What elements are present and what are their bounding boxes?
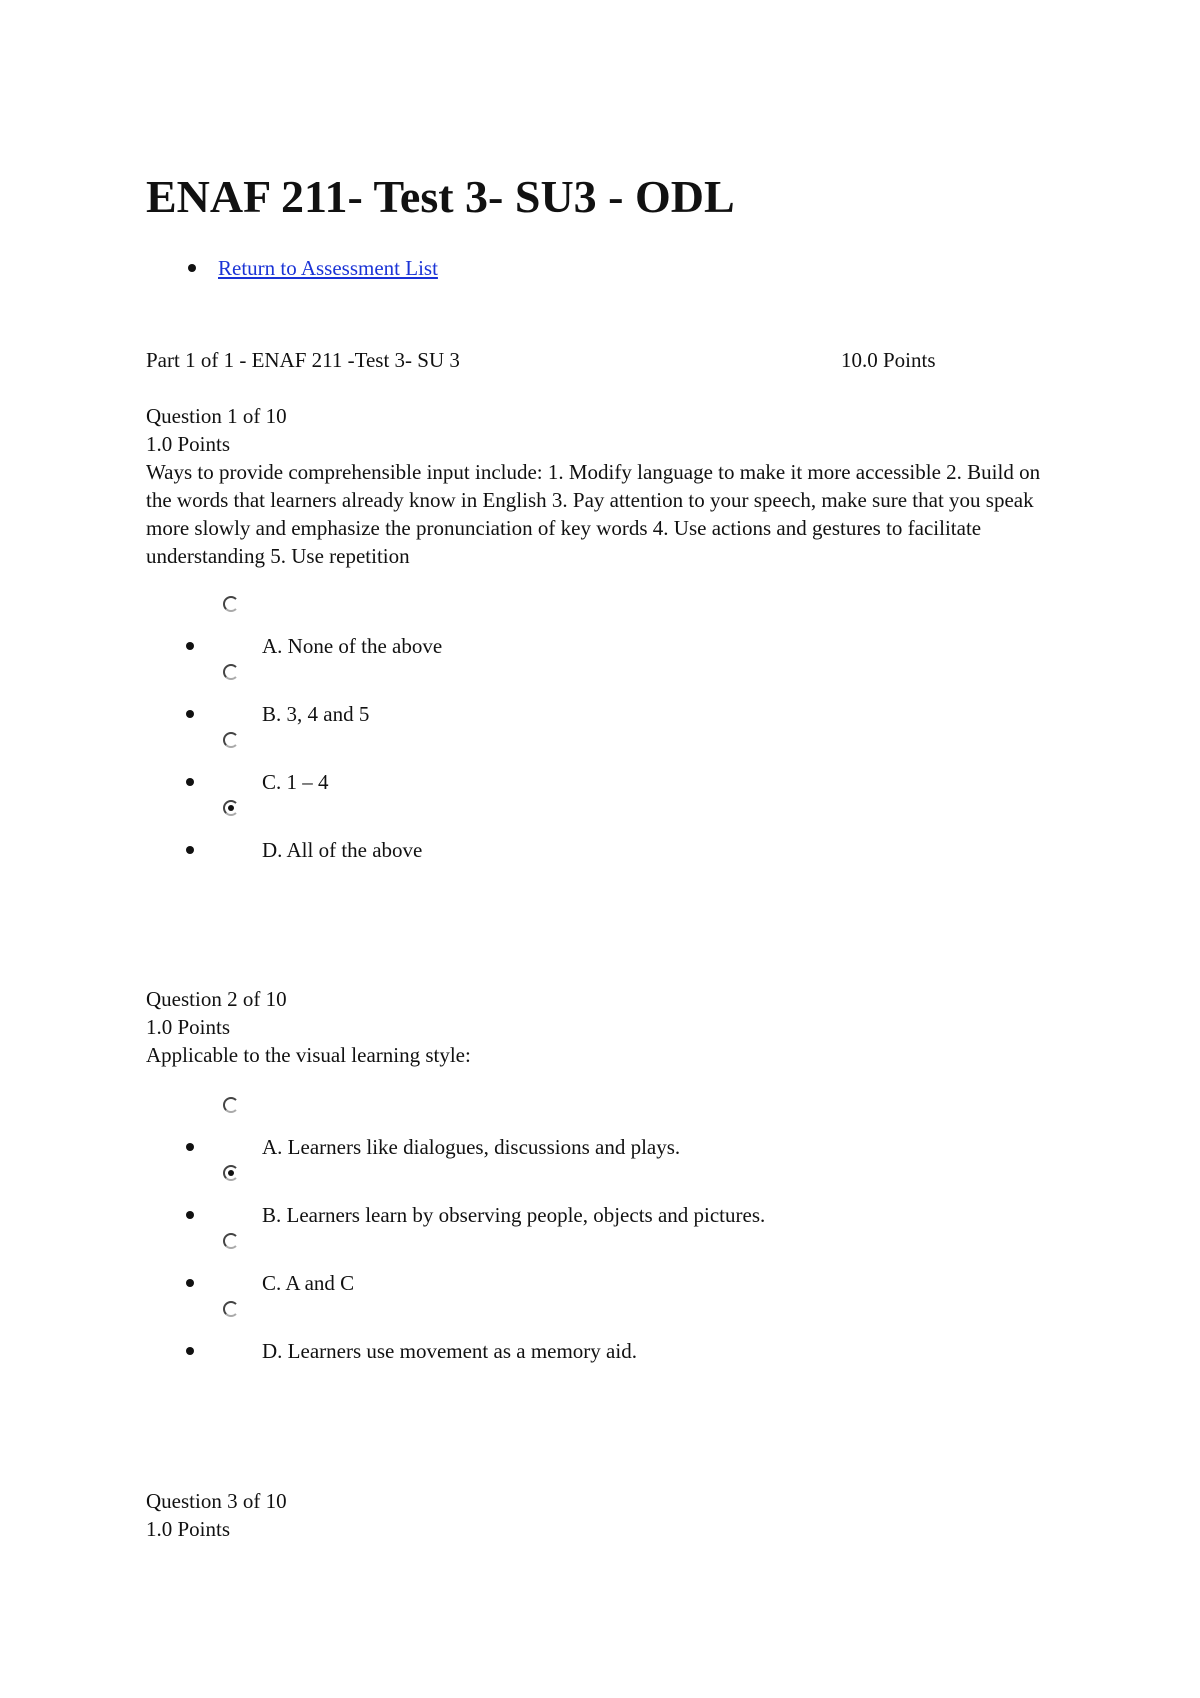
radio-button[interactable] <box>223 732 239 748</box>
part-points: 10.0 Points <box>841 348 936 372</box>
answer-option <box>146 800 1046 868</box>
question-number: Question 2 of 10 <box>146 987 287 1011</box>
option-label: C. 1 – 4 <box>262 770 329 794</box>
radio-button[interactable] <box>223 1233 239 1249</box>
question-1 <box>146 402 1046 868</box>
bullet-icon <box>186 642 194 650</box>
question-number: Question 1 of 10 <box>146 404 287 428</box>
bullet-icon <box>186 710 194 718</box>
page-title: ENAF 211- Test 3- SU3 - ODL <box>146 171 735 222</box>
bullet-icon <box>186 1347 194 1355</box>
question-points: 1.0 Points <box>146 432 231 456</box>
option-label: C. A and C <box>262 1271 355 1295</box>
option-label: D. All of the above <box>262 838 423 862</box>
nav-list <box>146 254 438 282</box>
answer-option <box>146 596 1046 664</box>
radio-button[interactable] <box>223 1097 239 1113</box>
radio-button-selected[interactable] <box>223 800 239 816</box>
option-label: B. Learners learn by observing people, objects and pictures. <box>262 1203 766 1227</box>
radio-button[interactable] <box>223 596 239 612</box>
bullet-icon <box>186 778 194 786</box>
answer-options <box>146 1097 1046 1369</box>
bullet-icon <box>186 1279 194 1287</box>
part-label: Part 1 of 1 - ENAF 211 -Test 3- SU 3 <box>146 348 460 372</box>
option-label: A. None of the above <box>262 634 443 658</box>
return-to-assessment-link[interactable]: Return to Assessment List <box>218 256 438 280</box>
option-label: D. Learners use movement as a memory aid. <box>262 1339 637 1363</box>
option-label: B. 3, 4 and 5 <box>262 702 370 726</box>
answer-options <box>146 596 1046 868</box>
option-label: A. Learners like dialogues, discussions and plays. <box>262 1135 681 1159</box>
question-points: 1.0 Points <box>146 1015 231 1039</box>
question-2 <box>146 985 1046 1369</box>
answer-option <box>146 1165 1046 1233</box>
answer-option <box>146 1301 1046 1369</box>
bullet-icon <box>188 264 196 272</box>
nav-item <box>146 254 438 282</box>
question-number: Question 3 of 10 <box>146 1489 287 1513</box>
question-text: Ways to provide comprehensible input include: 1. Modify language to make it more accessible 2. Build on the words that learners already know in English 3. Pay attention to your speech, make sure that you speak more slowly and emphasize the pronunciation of key words 4. Use actions and gestures to facilitate understanding 5. Use repetition <box>146 460 1041 568</box>
answer-option <box>146 1097 1046 1165</box>
part-header <box>146 346 956 374</box>
bullet-icon <box>186 1143 194 1151</box>
radio-button[interactable] <box>223 1301 239 1317</box>
question-points: 1.0 Points <box>146 1517 231 1541</box>
answer-option <box>146 1233 1046 1301</box>
bullet-icon <box>186 846 194 854</box>
radio-button-selected[interactable] <box>223 1165 239 1181</box>
question-text: Applicable to the visual learning style: <box>146 1043 471 1067</box>
answer-option <box>146 664 1046 732</box>
bullet-icon <box>186 1211 194 1219</box>
answer-option <box>146 732 1046 800</box>
question-3 <box>146 1487 1046 1543</box>
radio-button[interactable] <box>223 664 239 680</box>
